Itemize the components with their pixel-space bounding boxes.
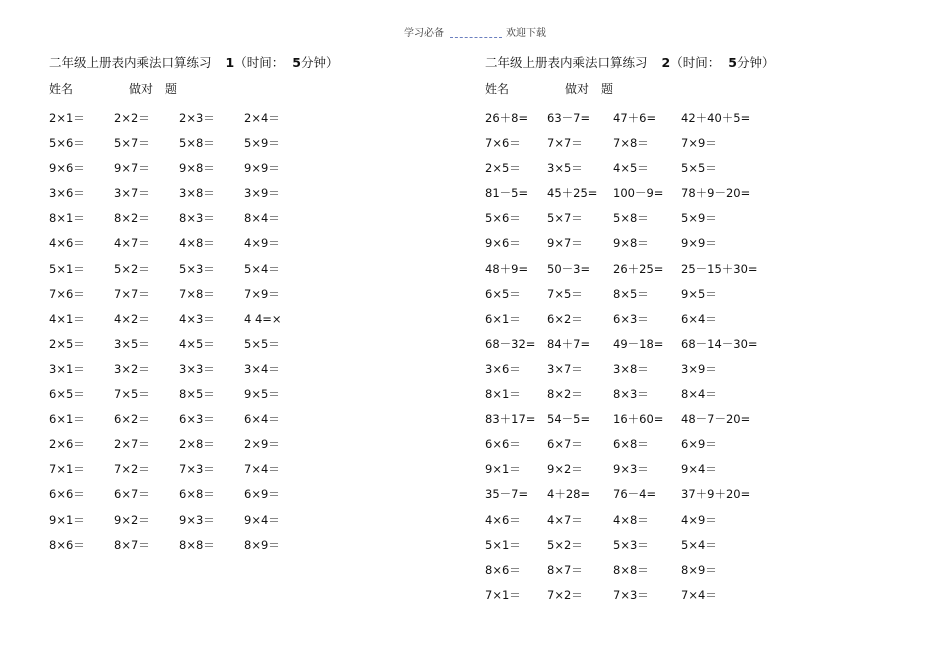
problem-row [485,257,774,282]
problem-item: 6×3＝ [179,412,215,427]
header-right-text: 欢迎下载 [506,28,546,39]
problem-item: 7×3＝ [613,587,649,602]
problem-row [49,307,338,332]
problem-row [485,181,774,206]
problem-item: 3×2＝ [114,361,150,376]
problem-item: 8×7＝ [114,537,150,552]
problem-item: 78＋9－20= [681,186,751,201]
time-label: （时间： [234,55,285,70]
problem-item: 3×6＝ [49,186,85,201]
problem-item: 2×5＝ [485,161,521,176]
problem-item: 3×8＝ [179,186,215,201]
worksheet-number: 2 [661,55,671,70]
problem-item: 7×1＝ [49,462,85,477]
problem-item: 8×9＝ [244,537,280,552]
problem-row [49,282,338,307]
problem-row [485,332,774,357]
problem-item: 9×6＝ [485,236,521,251]
problem-item: 9×1＝ [49,512,85,527]
problem-item: 7×8＝ [613,136,649,151]
problem-item: 100－9= [613,186,664,201]
problem-item: 16＋60= [613,412,664,427]
problem-item: 5×9＝ [244,136,280,151]
title-text: 二年级上册表内乘法口算练习 [485,55,648,70]
problem-item: 4×7＝ [114,236,150,251]
worksheet-1 [49,54,338,558]
problem-row [485,583,774,608]
problem-item: 4×5＝ [179,336,215,351]
problem-row [485,407,774,432]
problem-item: 48＋9= [485,261,529,276]
problem-row [485,482,774,507]
problem-item: 5×1＝ [485,537,521,552]
problem-item: 9×9＝ [681,236,717,251]
worksheet-title [49,54,338,72]
problem-item: 8×2＝ [547,387,583,402]
problem-item: 5×3＝ [179,261,215,276]
problem-row [485,106,774,131]
problem-item: 68－32= [485,336,536,351]
problem-item: 5×4＝ [244,261,280,276]
problem-item: 5×4＝ [681,537,717,552]
problem-item: 8×8＝ [179,537,215,552]
problem-item: 8×5＝ [179,387,215,402]
problem-item: 7×4＝ [681,587,717,602]
problem-item: 8×1＝ [485,387,521,402]
problem-item: 7×4＝ [244,462,280,477]
problem-row [485,533,774,558]
problem-item: 8×4＝ [244,211,280,226]
problem-row [485,432,774,457]
problem-row [49,332,338,357]
problem-item: 5×6＝ [49,136,85,151]
problem-row [49,357,338,382]
problem-item: 9×7＝ [547,236,583,251]
problem-item: 4×5＝ [613,161,649,176]
problem-item: 37＋9＋20= [681,487,751,502]
problem-row [485,156,774,181]
problem-item: 7×6＝ [49,286,85,301]
problem-item: 3×3＝ [179,361,215,376]
problem-item: 7×8＝ [179,286,215,301]
problem-item: 45＋25= [547,186,598,201]
problem-item: 9×7＝ [114,161,150,176]
problem-item: 6×5＝ [49,387,85,402]
problem-item: 2×2＝ [114,111,150,125]
problem-item: 4×1＝ [49,311,85,326]
problem-item: 5×7＝ [114,136,150,151]
problem-item: 6×7＝ [547,437,583,452]
problem-item: 8×1＝ [49,211,85,226]
problem-row [49,181,338,206]
problem-item: 8×3＝ [613,387,649,402]
questions-label: 题 [165,82,178,96]
problem-item: 7×2＝ [547,587,583,602]
problem-item: 7×9＝ [244,286,280,301]
problem-item: 6×8＝ [179,487,215,502]
problem-item: 26＋25= [613,261,664,276]
problem-item: 9×8＝ [179,161,215,176]
problem-item: 9×8＝ [613,236,649,251]
problem-row [49,131,338,156]
time-minutes: 5 [728,55,737,70]
problem-item: 6×6＝ [485,437,521,452]
problem-item: 7×2＝ [114,462,150,477]
problem-row [49,533,338,558]
problem-item: 2×3＝ [179,111,215,125]
problem-item: 2×6＝ [49,437,85,452]
problem-item: 3×7＝ [547,361,583,376]
correct-label: 做对 [565,82,590,96]
problem-grid [49,106,338,558]
problem-item: 9×2＝ [547,462,583,477]
problem-item: 6×2＝ [547,311,583,326]
title-text: 二年级上册表内乘法口算练习 [49,55,212,70]
problem-item: 3×8＝ [613,361,649,376]
problem-item: 2×7＝ [114,437,150,452]
problem-item: 6×9＝ [681,437,717,452]
problem-item: 5×2＝ [114,261,150,276]
problem-item: 9×3＝ [613,462,649,477]
problem-item: 47＋6= [613,111,657,125]
problem-item: 7×6＝ [485,136,521,151]
problem-item: 7×7＝ [114,286,150,301]
problem-item: 68－14－30= [681,336,758,351]
problem-item: 5×1＝ [49,261,85,276]
problem-item: 6×2＝ [114,412,150,427]
problem-row [485,457,774,482]
problem-item: 2×9＝ [244,437,280,452]
problem-item: 3×1＝ [49,361,85,376]
problem-item: 9×5＝ [244,387,280,402]
problem-item: 8×6＝ [49,537,85,552]
problem-item: 4 4=× [244,311,282,326]
problem-row [49,257,338,282]
problem-row [49,457,338,482]
problem-item: 5×5＝ [244,336,280,351]
problem-item: 9×4＝ [681,462,717,477]
name-row [49,80,338,98]
problem-item: 9×3＝ [179,512,215,527]
problem-item: 7×9＝ [681,136,717,151]
problem-item: 5×9＝ [681,211,717,226]
problem-item: 6×6＝ [49,487,85,502]
problem-item: 2×4＝ [244,111,280,125]
time-minutes: 5 [292,55,301,70]
problem-item: 7×1＝ [485,587,521,602]
problem-item: 8×8＝ [613,562,649,577]
problem-item: 5×8＝ [613,211,649,226]
problem-item: 6×4＝ [681,311,717,326]
problem-item: 5×6＝ [485,211,521,226]
problem-item: 6×3＝ [613,311,649,326]
problem-item: 35－7= [485,487,529,502]
problem-item: 9×2＝ [114,512,150,527]
problem-item: 9×9＝ [244,161,280,176]
problem-item: 26＋8= [485,111,529,125]
problem-row [485,282,774,307]
problem-item: 4×6＝ [485,512,521,527]
problem-item: 2×5＝ [49,336,85,351]
problem-item: 8×6＝ [485,562,521,577]
worksheet-number: 1 [225,55,235,70]
problem-item: 42＋40＋5= [681,111,751,125]
problem-item: 3×5＝ [114,336,150,351]
problem-item: 8×4＝ [681,387,717,402]
correct-label: 做对 [129,82,154,96]
problem-row [49,407,338,432]
problem-item: 5×2＝ [547,537,583,552]
problem-item: 9×5＝ [681,286,717,301]
time-label: （时间： [670,55,721,70]
questions-label: 题 [601,82,614,96]
problem-item: 5×3＝ [613,537,649,552]
problem-item: 5×8＝ [179,136,215,151]
problem-row [49,156,338,181]
problem-row [49,106,338,131]
problem-item: 7×7＝ [547,136,583,151]
problem-item: 4＋28= [547,487,591,502]
problem-grid [485,106,774,608]
problem-row [49,382,338,407]
problem-item: 9×6＝ [49,161,85,176]
problem-item: 54－5= [547,412,591,427]
problem-item: 4×8＝ [613,512,649,527]
problem-item: 83＋17= [485,412,536,427]
problem-item: 48－7－20= [681,412,751,427]
problem-item: 4×7＝ [547,512,583,527]
time-unit: 分钟） [736,55,775,70]
problem-item: 6×9＝ [244,487,280,502]
problem-item: 4×6＝ [49,236,85,251]
problem-row [485,206,774,231]
problem-row [49,508,338,533]
problem-row [49,231,338,256]
problem-item: 49－18= [613,336,664,351]
problem-item: 3×9＝ [244,186,280,201]
problem-item: 8×2＝ [114,211,150,226]
header-divider [450,37,502,38]
problem-row [485,307,774,332]
problem-item: 6×8＝ [613,437,649,452]
problem-item: 6×7＝ [114,487,150,502]
problem-item: 4×3＝ [179,311,215,326]
problem-item: 4×2＝ [114,311,150,326]
problem-row [485,131,774,156]
problem-item: 81－5= [485,186,529,201]
problem-item: 4×8＝ [179,236,215,251]
problem-item: 6×1＝ [49,412,85,427]
problem-item: 6×1＝ [485,311,521,326]
problem-item: 4×9＝ [244,236,280,251]
problem-item: 7×5＝ [547,286,583,301]
problem-item: 50－3= [547,261,591,276]
problem-item: 2×1＝ [49,111,85,125]
problem-row [485,357,774,382]
problem-item: 4×9＝ [681,512,717,527]
header-left-text: 学习必备 [404,28,444,39]
problem-item: 3×5＝ [547,161,583,176]
problem-item: 7×3＝ [179,462,215,477]
problem-item: 84＋7= [547,336,591,351]
problem-item: 3×4＝ [244,361,280,376]
problem-item: 3×7＝ [114,186,150,201]
problem-row [485,231,774,256]
problem-row [485,558,774,583]
problem-row [49,432,338,457]
problem-item: 2×8＝ [179,437,215,452]
name-label: 姓名 [485,82,510,96]
problem-item: 8×9＝ [681,562,717,577]
problem-item: 8×3＝ [179,211,215,226]
problem-item: 5×7＝ [547,211,583,226]
problem-item: 3×6＝ [485,361,521,376]
problem-item: 7×5＝ [114,387,150,402]
problem-item: 6×4＝ [244,412,280,427]
problem-row [49,206,338,231]
problem-item: 63－7= [547,111,591,125]
name-label: 姓名 [49,82,74,96]
problem-item: 6×5＝ [485,286,521,301]
name-row [485,80,774,98]
time-unit: 分钟） [300,55,339,70]
worksheet-2 [485,54,774,608]
problem-row [485,382,774,407]
problem-item: 5×5＝ [681,161,717,176]
problem-row [485,508,774,533]
problem-item: 8×7＝ [547,562,583,577]
worksheet-title [485,54,774,72]
problem-item: 9×4＝ [244,512,280,527]
problem-item: 76－4= [613,487,657,502]
problem-item: 8×5＝ [613,286,649,301]
problem-item: 3×9＝ [681,361,717,376]
page-header [0,24,950,39]
problem-item: 25－15＋30= [681,261,758,276]
problem-item: 9×1＝ [485,462,521,477]
problem-row [49,482,338,507]
